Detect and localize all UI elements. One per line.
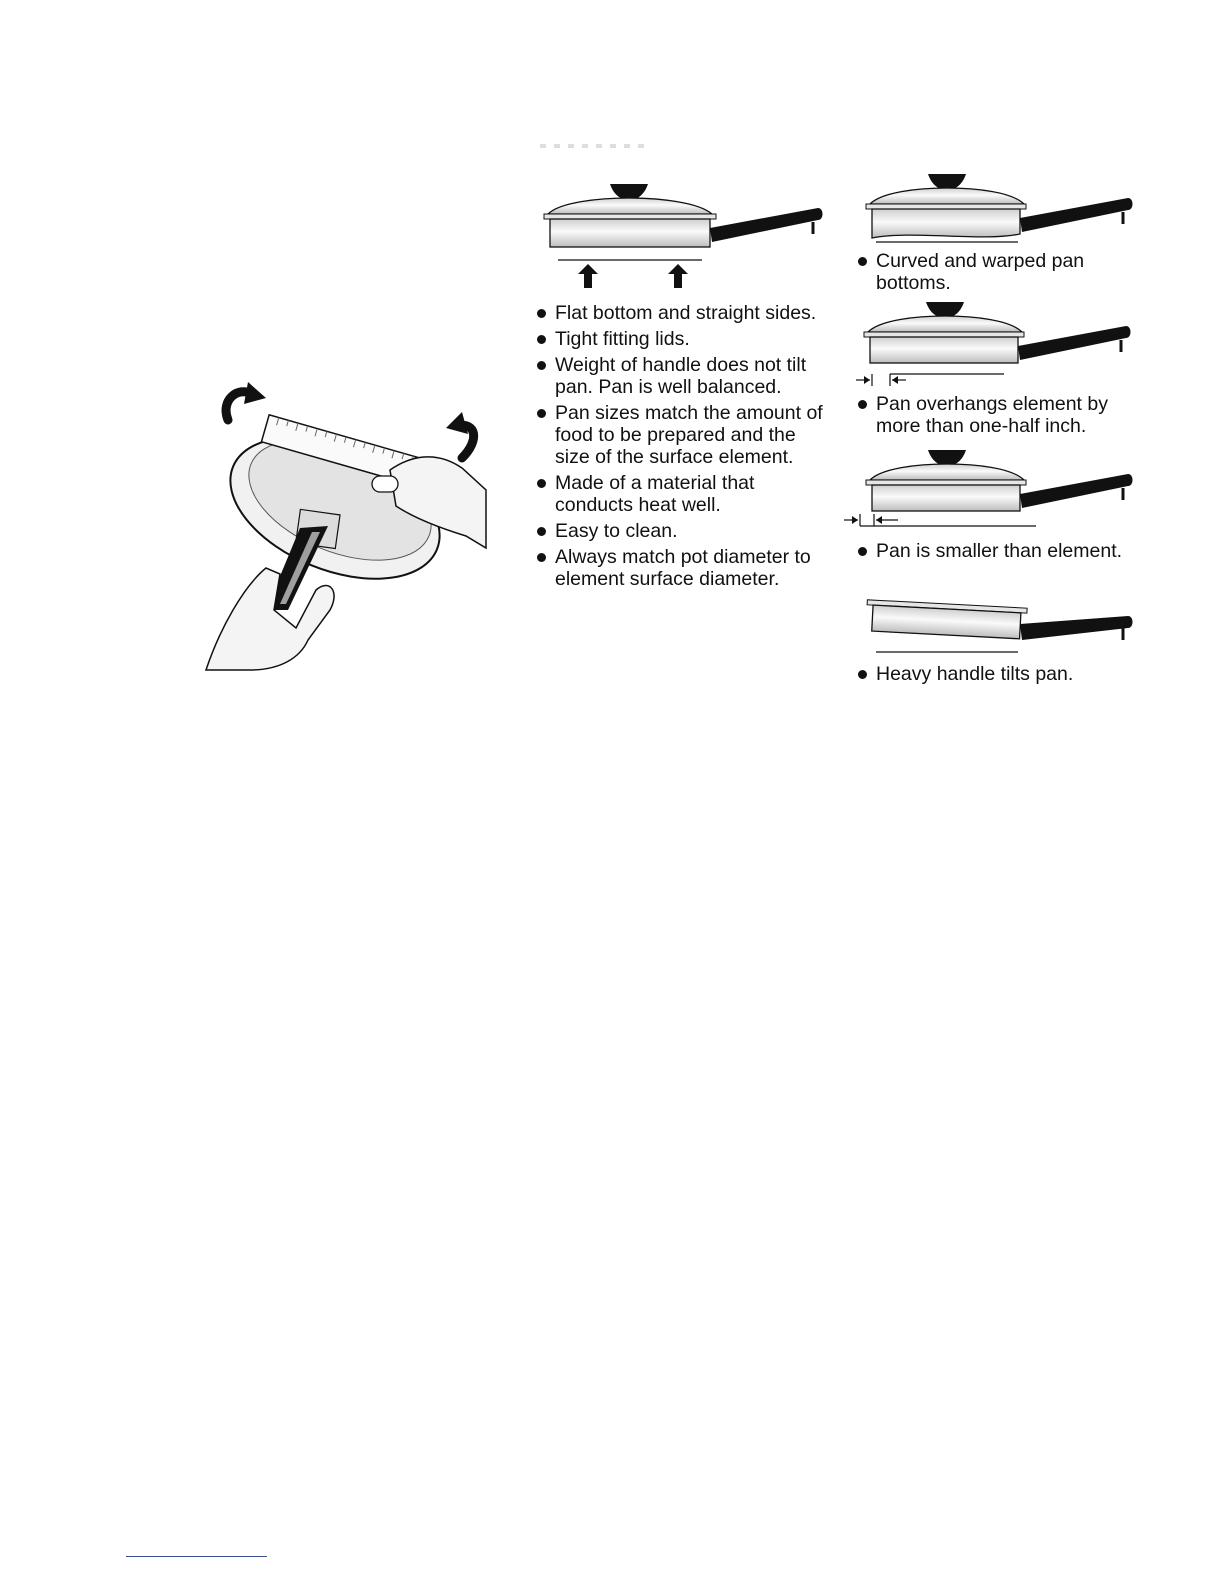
pan-handle: [710, 208, 823, 242]
list-item: Pan is smaller than element.: [856, 540, 1146, 562]
overhang-pan-illustration: [852, 298, 1142, 388]
good-pan-list: [535, 302, 825, 594]
bad-pan-list-2: [856, 393, 1156, 441]
small-pan-illustration: [840, 446, 1140, 526]
list-item: Pan sizes match the amount of food to be prepared and the size of the surface element.: [535, 402, 825, 468]
list-item: Made of a material that conducts heat well.: [535, 472, 825, 516]
up-arrow-icon: [578, 264, 598, 288]
footer-link-underline: [126, 1556, 267, 1557]
list-item: Easy to clean.: [535, 520, 825, 542]
list-item: Curved and warped pan bottoms.: [856, 250, 1146, 294]
bad-pan-list-4: [856, 663, 1146, 689]
bad-pan-list-1: [856, 250, 1146, 298]
bad-pan-list-3: [856, 540, 1146, 566]
list-item: Always match pot diameter to element surface diameter.: [535, 546, 825, 590]
list-item: Heavy handle tilts pan.: [856, 663, 1146, 685]
good-pan-illustration: [540, 180, 830, 290]
list-item: Flat bottom and straight sides.: [535, 302, 825, 324]
warped-pan-illustration: [862, 170, 1142, 250]
list-item: Weight of handle does not tilt pan. Pan is well balanced.: [535, 354, 825, 398]
list-item: Tight fitting lids.: [535, 328, 825, 350]
tilted-pan-illustration: [862, 598, 1142, 658]
pan-flatness-test-illustration: [200, 378, 500, 678]
list-item: Pan overhangs element by more than one-half inch.: [856, 393, 1156, 437]
up-arrow-icon: [668, 264, 688, 288]
faint-header-marks: [540, 144, 650, 148]
